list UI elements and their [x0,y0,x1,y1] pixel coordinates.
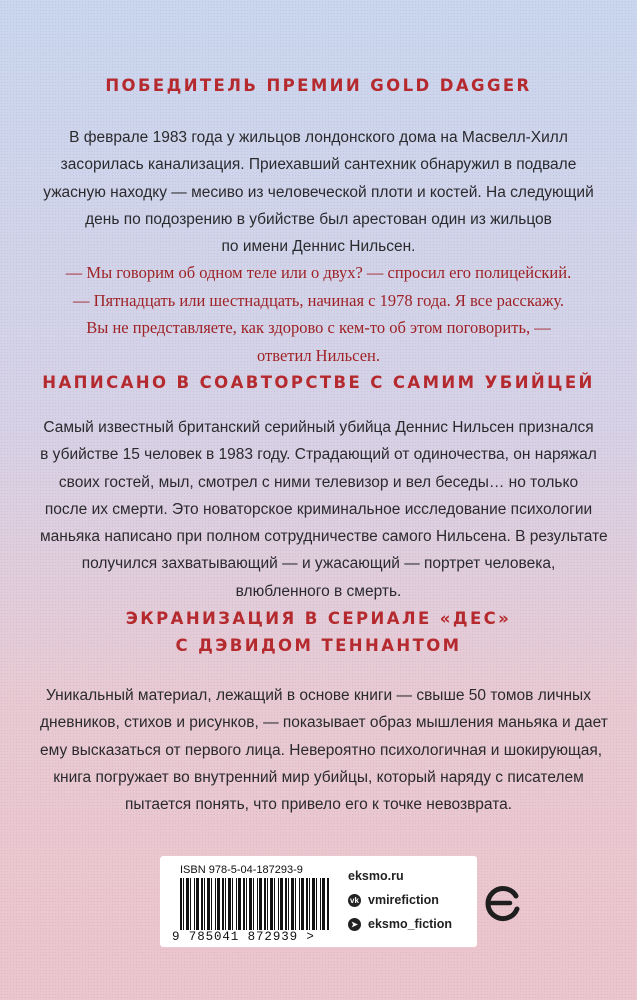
heading-adaptation [0,605,637,659]
heading-line: ЭКРАНИЗАЦИЯ В СЕРИАЛЕ «ДЕС» [125,609,512,628]
text-line: маньяка написано при полном сотрудничестве самого Нильсена. В результате [40,528,608,546]
text-line: ужасную находку — месиво из человеческой плоти и костей. На следующий [43,183,594,201]
website-label: eksmo.ru [348,869,404,883]
text-line: засорилась канализация. Приехавший сантехник обнаружил в подвале [60,156,577,174]
text-line: по имени Деннис Нильсен. [221,238,416,256]
text-line: своих гостей, мыл, смотрел с ними телевизор и вел беседы… но только [58,473,579,491]
telegram-link[interactable] [348,917,452,931]
paragraph-intro [40,124,597,260]
quote-line: — Пятнадцать или шестнадцать, начиная с 1978 года. Я все расскажу. [72,290,565,310]
barcode-image [180,878,330,930]
barcode-digits: 9 785041 872939 > [172,930,315,944]
text-line: В феврале 1983 года у жильцов лондонского дома на Масвелл-Хилл [69,129,568,146]
vk-label: vmirefiction [368,893,439,907]
vk-icon: vk [348,894,361,907]
heading-line: С ДЭВИДОМ ТЕННАНТОМ [175,636,462,655]
telegram-label: eksmo_fiction [368,917,453,931]
text-line: день по подозрению в убийстве был арестован один из жильцов [85,210,552,228]
text-line: после их смерти. Это новаторское криминальное исследование психологии [44,500,593,518]
eksmo-logo-icon [483,882,523,922]
paragraph-material [40,682,608,818]
quote-line: Вы не представляете, как здорово с кем-то об этом поговорить, — [86,318,551,337]
text-line: книга погружает во внутренний мир убийцы, который наряду с писателем [53,768,584,786]
heading-coauthored: НАПИСАНО В СОАВТОРСТВЕ С САМИМ УБИЙЦЕЙ [42,373,595,392]
text-line: в убийстве 15 человек в 1983 году. Страдающий от одиночества, он наряжал [40,446,597,464]
text-line: получился захватывающий — и ужасающий — портрет человека, [81,555,556,573]
quote-line: — Мы говорим об одном теле или о двух? — спросил его полицейский. [65,263,572,282]
text-line: Уникальный материал, лежащий в основе книги — свыше 50 томов личных [46,687,591,704]
vk-link[interactable] [348,893,439,907]
telegram-icon: ➤ [348,918,361,931]
barcode-panel [160,856,477,947]
text-line: дневников, стихов и рисунков, — показывает образ мышления маньяка и дает [40,714,608,732]
text-line: влюбленного в смерть. [235,582,402,600]
website-link[interactable] [348,869,404,883]
heading-gold-dagger: ПОБЕДИТЕЛЬ ПРЕМИИ GOLD DAGGER [105,76,532,95]
text-line: Самый известный британский серийный убийца Деннис Нильсен признался [43,419,594,436]
isbn-number: ISBN 978-5-04-187293-9 [180,864,303,876]
quote-dialogue [30,259,607,369]
quote-line: ответил Нильсен. [257,345,380,365]
text-line: пытается понять, что привело его к точке невозврата. [124,796,513,814]
paragraph-description [40,414,608,605]
text-line: ему высказаться от первого лица. Невероятно психологичная и шокирующая, [40,741,603,759]
